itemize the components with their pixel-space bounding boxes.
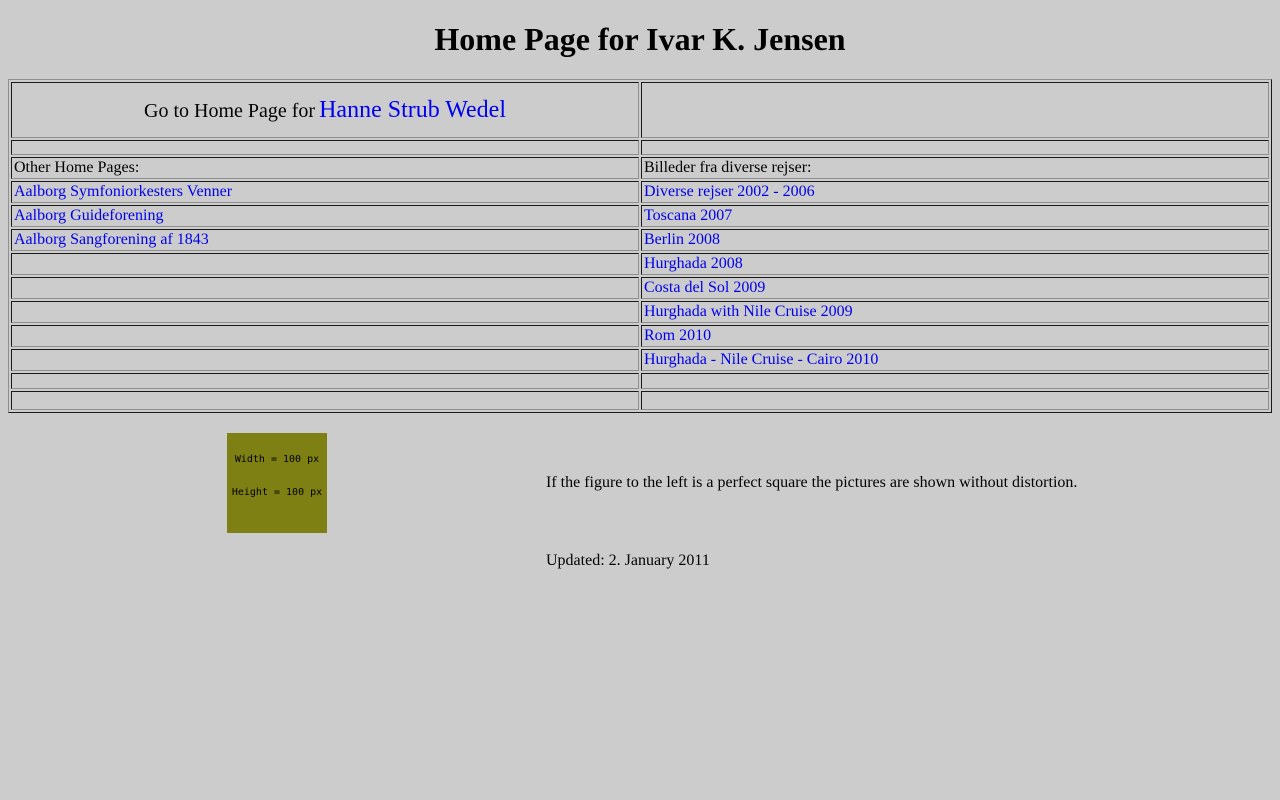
updated-note: Updated: 2. January 2011: [546, 552, 710, 569]
links-table: [8, 79, 1272, 413]
empty-cell: [641, 82, 1269, 138]
link-cell: [641, 349, 1269, 371]
table-row: [11, 325, 1269, 347]
empty-cell: [11, 373, 639, 389]
square-test-image: [227, 433, 327, 533]
table-row: [11, 229, 1269, 251]
table-row: [11, 181, 1269, 203]
right-column-header: Billeder fra diverse rejser:: [644, 159, 812, 176]
link-aalborg-guideforening[interactable]: Aalborg Guideforening: [14, 207, 164, 224]
distortion-note: If the figure to the left is a perfect square the pictures are shown without distortion.: [546, 474, 1078, 491]
table-row: [11, 391, 1269, 410]
empty-cell: [11, 253, 639, 275]
go-to-text: Go to Home Page for: [144, 99, 316, 122]
go-to-cell: [11, 82, 639, 138]
empty-cell: [641, 140, 1269, 155]
link-cell: [641, 325, 1269, 347]
link-costa-del-sol-2009[interactable]: Costa del Sol 2009: [644, 279, 766, 296]
empty-cell: [11, 349, 639, 371]
link-hurghada-with-nile-cruise-2009[interactable]: Hurghada with Nile Cruise 2009: [644, 303, 853, 320]
link-cell: [641, 205, 1269, 227]
link-cell: [11, 229, 639, 251]
table-row: [11, 205, 1269, 227]
bottom-section: [8, 413, 1272, 765]
table-row: [11, 253, 1269, 275]
left-column-header: Other Home Pages:: [14, 159, 140, 176]
link-cell: [641, 229, 1269, 251]
empty-cell: [11, 301, 639, 323]
table-row: [11, 349, 1269, 371]
link-cell: [11, 205, 639, 227]
link-hurghada-2008[interactable]: Hurghada 2008: [644, 255, 743, 272]
left-header-cell: [11, 157, 639, 179]
table-row: [11, 277, 1269, 299]
table-row: [11, 140, 1269, 155]
table-row: [11, 301, 1269, 323]
link-cell: [641, 301, 1269, 323]
empty-cell: [11, 325, 639, 347]
empty-cell: [641, 373, 1269, 389]
link-diverse-rejser-2002-2006[interactable]: Diverse rejser 2002 - 2006: [644, 183, 815, 200]
table-row: [11, 157, 1269, 179]
square-width-label: Width = 100 px: [234, 454, 320, 465]
link-cell: [641, 277, 1269, 299]
table-row: [11, 373, 1269, 389]
page-title: Home Page for Ivar K. Jensen: [434, 21, 846, 57]
empty-cell: [11, 277, 639, 299]
table-row: [11, 82, 1269, 138]
empty-cell: [11, 140, 639, 155]
link-cell: [641, 253, 1269, 275]
link-toscana-2007[interactable]: Toscana 2007: [644, 207, 733, 224]
link-aalborg-symfoniorkesters-venner[interactable]: Aalborg Symfoniorkesters Venner: [14, 183, 233, 200]
empty-cell: [11, 391, 639, 410]
empty-cell: [641, 391, 1269, 410]
right-header-cell: [641, 157, 1269, 179]
link-rom-2010[interactable]: Rom 2010: [644, 327, 712, 344]
link-berlin-2008[interactable]: Berlin 2008: [644, 231, 720, 248]
link-cell: [11, 181, 639, 203]
link-hurghada-nile-cruise-cairo-2010[interactable]: Hurghada - Nile Cruise - Cairo 2010: [644, 351, 879, 368]
square-height-label: Height = 100 px: [231, 487, 323, 498]
link-aalborg-sangforening-af-1843[interactable]: Aalborg Sangforening af 1843: [14, 231, 209, 248]
link-cell: [641, 181, 1269, 203]
link-hanne-strub-wedel[interactable]: Hanne Strub Wedel: [319, 96, 506, 123]
